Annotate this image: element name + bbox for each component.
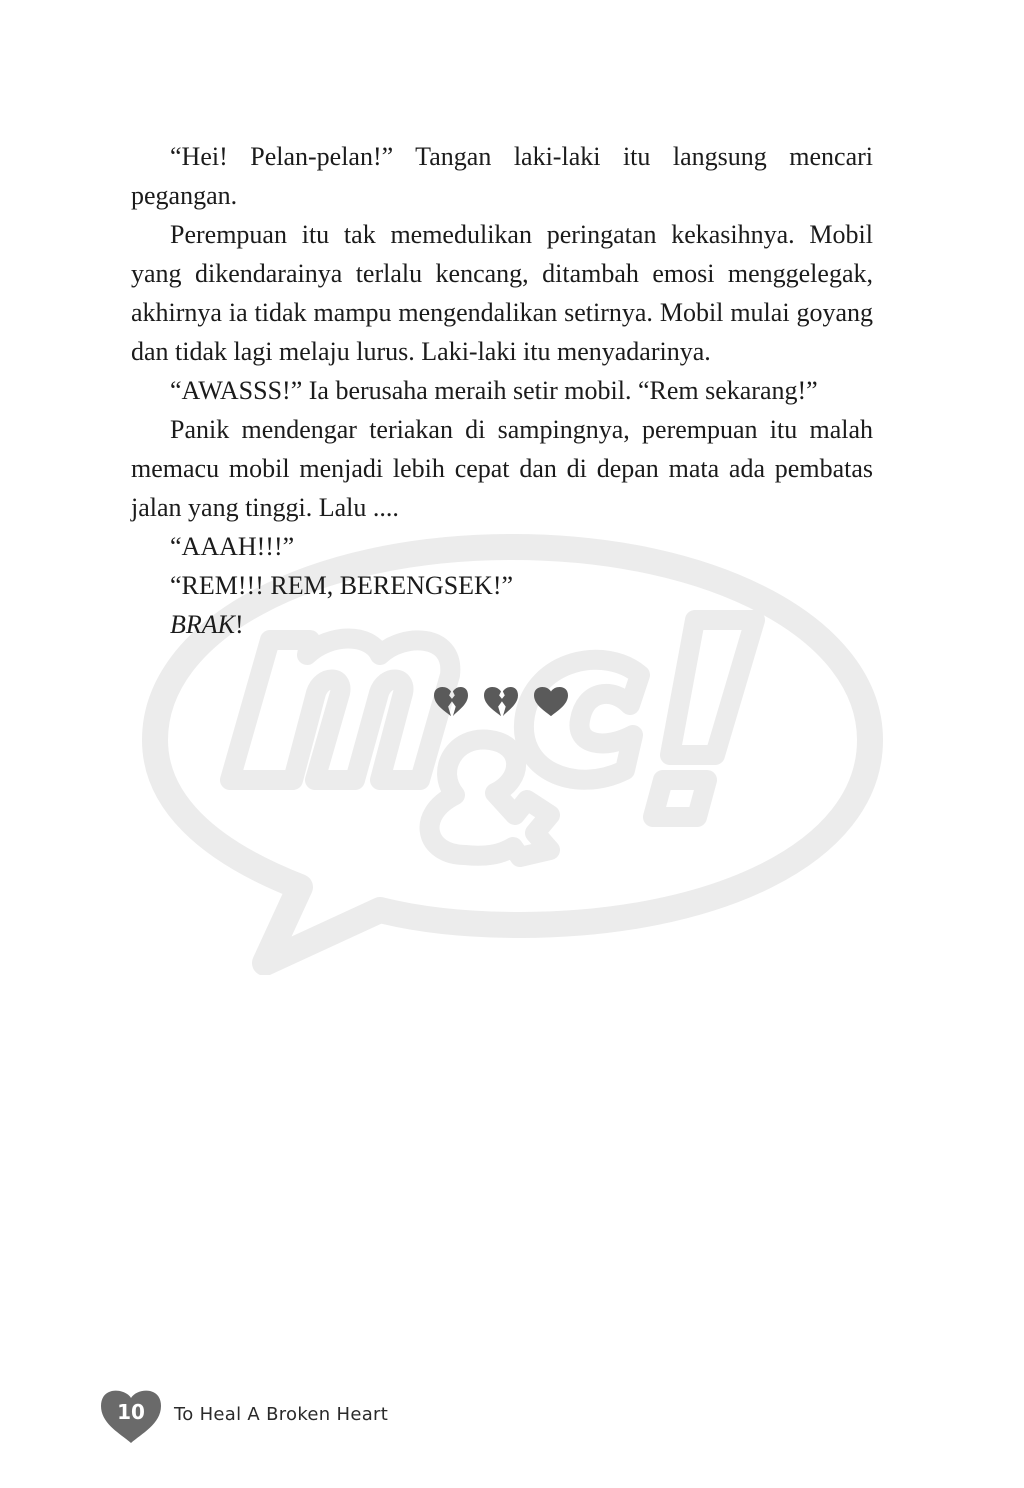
sound-effect-punctuation: ! — [235, 610, 244, 639]
story-text — [131, 137, 873, 644]
scene-separator — [432, 684, 574, 720]
story-paragraph: Perempuan itu tak memedulikan peringatan kekasihnya. Mobil yang dikendarainya terlalu kencang, ditambah emosi menggelegak, akhirnya ia tidak mampu mengendalikan setirnya. Mobil mulai goyang dan tidak lagi melaju lurus. Laki-laki itu menyadarinya. — [131, 220, 873, 366]
story-paragraph-sound-effect — [131, 605, 873, 644]
book-title: To Heal A Broken Heart — [174, 1403, 389, 1425]
story-paragraph: “AAAH!!!” — [170, 532, 295, 561]
story-paragraph: “AWASSS!” Ia berusaha meraih setir mobil. “Rem sekarang!” — [170, 376, 818, 405]
story-paragraph: “Hei! Pelan-pelan!” Tangan laki-laki itu langsung mencari pegangan. — [131, 142, 873, 210]
sound-effect-word: BRAK — [170, 610, 235, 639]
page-number: 10 — [117, 1400, 145, 1424]
story-paragraph: Panik mendengar teriakan di sampingnya, perempuan itu malah memacu mobil menjadi lebih cepat dan di depan mata ada pembatas jalan yang tinggi. Lalu .... — [131, 415, 873, 522]
broken-heart-icon — [482, 684, 520, 718]
broken-heart-icon — [432, 684, 470, 718]
page-number-badge — [99, 1386, 163, 1444]
page-footer — [99, 1386, 388, 1444]
heart-icon — [532, 684, 570, 718]
story-paragraph: “REM!!! REM, BERENGSEK!” — [170, 571, 514, 600]
